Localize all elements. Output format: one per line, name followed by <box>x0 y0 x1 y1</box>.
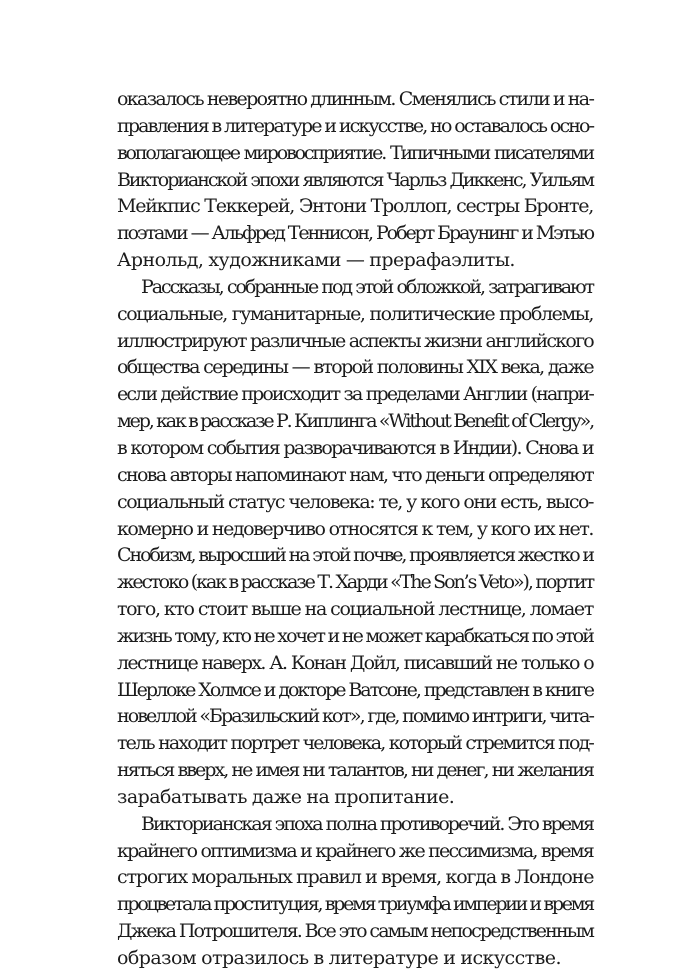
text-line: строгих моральных правил и время, когда в Лондоне <box>117 866 594 889</box>
text-line: образом отразилось в литературе и искусстве. <box>117 947 561 969</box>
text-line: социальные, гуманитарные, политические проблемы, <box>117 302 593 325</box>
text-line: Викторианской эпохи являются Чарльз Диккенс, Уильям <box>117 168 593 191</box>
text-line: вополагающее мировосприятие. Типичными писателями <box>117 141 593 164</box>
text-line: процветала проституция, время триумфа империи и время <box>117 893 593 916</box>
text-line: мер, как в рассказе Р. Киплинга «Without Benefit of Clergy», <box>117 410 593 433</box>
text-line: в котором события разворачиваются в Индии). Снова и <box>117 436 593 459</box>
text-line: комерно и недоверчиво относятся к тем, у кого их нет. <box>117 517 593 540</box>
text-line: того, кто стоит выше на социальной лестнице, ломает <box>117 598 593 621</box>
text-line: жестоко (как в рассказе Т. Харди «The Son’s Veto»), портит <box>117 571 594 594</box>
text-line: новеллой «Бразильский кот», где, помимо интриги, чита- <box>117 705 593 728</box>
text-line: зарабатывать даже на пропитание. <box>117 785 455 808</box>
text-line: жизнь тому, кто не хочет и не может карабкаться по этой <box>117 624 594 647</box>
paragraph-1 <box>117 86 593 274</box>
text-line: Снобизм, выросший на этой почве, проявляется жестко и <box>117 544 593 567</box>
text-line: оказалось невероятно длинным. Сменялись стили и на- <box>117 88 594 110</box>
text-line: правления в литературе и искусстве, но оставалось осно- <box>117 114 594 137</box>
text-line: снова авторы напоминают нам, что деньги определяют <box>117 463 593 486</box>
text-line: иллюстрируют различные аспекты жизни английского <box>117 329 593 352</box>
text-line: лестнице наверх. А. Конан Дойл, писавший не только о <box>117 651 593 674</box>
text-line: поэтами — Альфред Теннисон, Роберт Браунинг и Мэтью <box>117 222 593 245</box>
text-line: Викторианская эпоха полна противоречий. Это время <box>141 812 593 835</box>
text-line: крайнего оптимизма и крайнего же пессимизма, время <box>117 839 593 862</box>
text-line: Джека Потрошителя. Все это самым непосредственным <box>117 920 593 943</box>
text-line: Мейкпис Теккерей, Энтони Троллоп, сестры Бронте, <box>117 195 593 218</box>
text-line: Рассказы, собранные под этой обложкой, затрагивают <box>141 275 593 298</box>
paragraph-2 <box>117 274 593 811</box>
text-line: тель находит портрет человека, который стремится под- <box>117 732 593 755</box>
text-line: Шерлоке Холмсе и докторе Ватсоне, представлен в книге <box>117 678 593 701</box>
text-line: общества середины — второй половины XIX века, даже <box>117 356 593 379</box>
page-text <box>117 86 593 972</box>
text-line: няться вверх, не имея ни талантов, ни денег, ни желания <box>117 759 593 782</box>
text-line: если действие происходит за пределами Англии (напри- <box>117 383 593 406</box>
paragraph-3 <box>117 811 593 972</box>
text-line: социальный статус человека: те, у кого они есть, высо- <box>117 490 593 513</box>
text-line: Арнольд, художниками — прерафаэлиты. <box>117 249 515 272</box>
